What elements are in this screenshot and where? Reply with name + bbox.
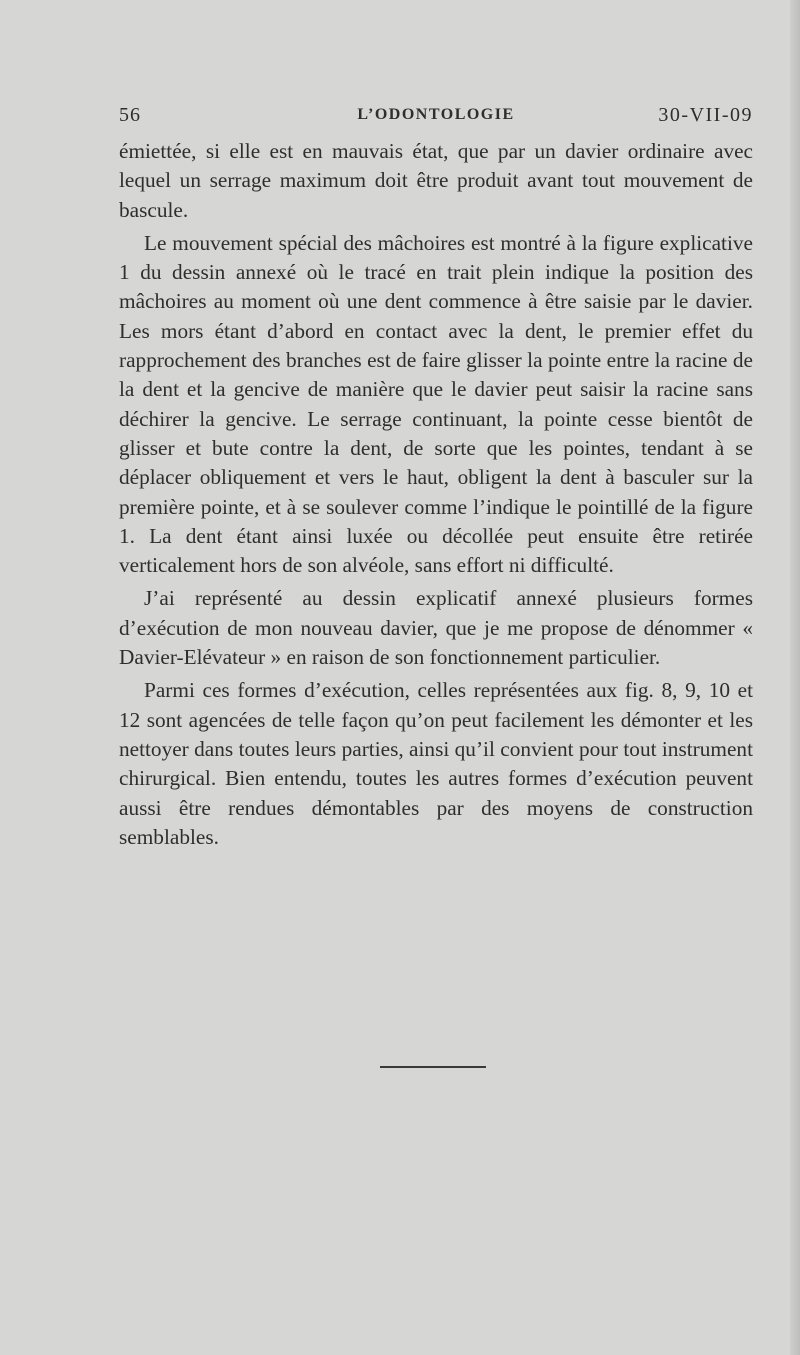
paragraph-jaw-movement: Le mouvement spécial des mâchoires est montré à la figure explicative 1 du dessin annexé où le tracé en trait plein indique la position des mâchoires au moment où une dent commence à être saisie par le davier. Les mors étant d’abord en contact avec la dent, le premier effet du rapprochement des branches est de faire glisser la pointe entre la racine de la dent et la gencive de manière que le davier peut saisir la racine sans déchirer la gencive. Le serrage continuant, la pointe cesse bientôt de glisser et bute contre la dent, de sorte que les pointes, tendant à se déplacer obliquement et vers le haut, obligent la dent à basculer sur la première pointe, et à se soulever comme l’indique le pointillé de la figure 1. La dent étant ainsi luxée ou décollée peut ensuite être retirée verticalement hors de son alvéole, sans effort ni difficulté. [119,230,753,578]
journal-title: L’ODONTOLOGIE [357,106,515,123]
page-edge [790,0,800,1355]
body-text [119,137,753,852]
issue-date: 30-VII-09 [658,104,753,126]
running-head [119,100,753,130]
paragraph-execution-forms: Parmi ces formes d’exécution, celles représentées aux fig. 8, 9, 10 et 12 sont agencées de telle façon qu’on peut facilement les démonter et les nettoyer dans toutes leurs parties, ainsi qu’il convient pour tout instrument chirurgical. Bien entendu, toutes les autres formes d’exécution peuvent aussi être rendues démontables par des moyens de construction semblables. [119,678,753,849]
paragraph-continuation: émiettée, si elle est en mauvais état, que par un davier ordinaire avec lequel un serrage maximum doit être produit avant tout mouvement de bascule. [119,139,753,222]
page-number: 56 [119,104,141,126]
section-end-rule [380,1066,486,1068]
paragraph-davier-elevateur: J’ai représenté au dessin explicatif annexé plusieurs formes d’exécution de mon nouveau davier, que je me propose de dénommer « Davier-Elévateur » en raison de son fonctionnement particulier. [119,586,753,670]
